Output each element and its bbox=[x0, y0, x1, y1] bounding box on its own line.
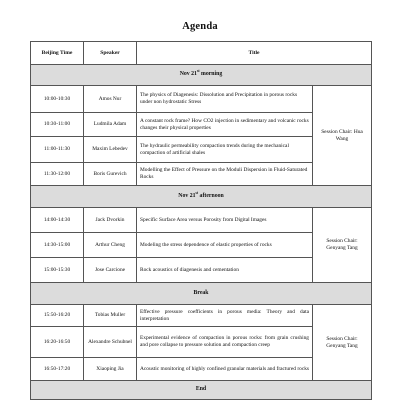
session-chair-morning: Session Chair: Hua Wang bbox=[313, 86, 372, 186]
talk-speaker: Jose Carcione bbox=[84, 258, 137, 283]
header-speaker: Speaker bbox=[84, 42, 137, 65]
header-row bbox=[31, 42, 372, 65]
talk-title: Acoustic monitoring of highly confined granular materials and fractured rocks bbox=[137, 358, 313, 381]
talk-speaker: Alexandre Schubnel bbox=[84, 327, 137, 358]
table-row bbox=[31, 305, 372, 327]
talk-title: Modeling the stress dependence of elastic properties of rocks bbox=[137, 233, 313, 258]
agenda-table bbox=[30, 41, 372, 400]
section-afternoon bbox=[31, 186, 372, 208]
talk-speaker: Arthur Cheng bbox=[84, 233, 137, 258]
talk-time: 16:50-17:20 bbox=[31, 358, 84, 381]
section-afternoon-day: Nov 21 bbox=[178, 192, 196, 199]
section-afternoon-label: afternoon bbox=[198, 192, 224, 199]
section-afternoon-suffix: st bbox=[195, 191, 199, 196]
talk-speaker: Tobias Muller bbox=[84, 305, 137, 327]
talk-time: 16:20-16:50 bbox=[31, 327, 84, 358]
talk-title: Effective pressure coefficients in porous media: Theory and data interpretation bbox=[137, 305, 313, 327]
talk-time: 14:30-15:00 bbox=[31, 233, 84, 258]
document-title: Agenda bbox=[182, 21, 218, 32]
header-time: Beijing Time bbox=[31, 42, 84, 65]
section-morning-day: Nov 21 bbox=[179, 71, 197, 78]
talk-speaker: Boris Gurevich bbox=[84, 163, 137, 186]
header-title: Title bbox=[137, 42, 372, 65]
section-break-row bbox=[31, 283, 372, 305]
talk-speaker: Jack Dvorkin bbox=[84, 208, 137, 233]
talk-title: A constant rock frame? How CO2 injection in sedimentary and volcanic rocks changes their physical properties bbox=[137, 113, 313, 137]
session-chair-late: Session Chair: Genyang Tang bbox=[313, 305, 372, 381]
section-morning-row bbox=[31, 65, 372, 86]
talk-time: 11:00-11:30 bbox=[31, 137, 84, 163]
talk-title: Rock acoustics of diagenesis and cementation bbox=[137, 258, 313, 283]
talk-time: 10:00-10:30 bbox=[31, 86, 84, 113]
talk-title: The physics of Diagenesis: Dissolution and Precipitation in porous rocks under non hydrostatic Stress bbox=[137, 86, 313, 113]
table-row bbox=[31, 208, 372, 233]
section-morning bbox=[31, 65, 372, 86]
talk-speaker: Ludmila Adam bbox=[84, 113, 137, 137]
section-end-row bbox=[31, 381, 372, 400]
talk-title: Specific Surface Area versus Porosity from Digital Images bbox=[137, 208, 313, 233]
section-morning-suffix: st bbox=[196, 69, 200, 74]
talk-title: Modelling the Effect of Pressure on the Moduli Dispersion in Fluid-Saturated Rocks bbox=[137, 163, 313, 186]
talk-time: 15:00-15:30 bbox=[31, 258, 84, 283]
talk-speaker: Amos Nur bbox=[84, 86, 137, 113]
talk-title: The hydraulic permeability compaction trends during the mechanical compaction of artificial shales bbox=[137, 137, 313, 163]
table-row bbox=[31, 86, 372, 113]
talk-speaker: Maxim Lebedev bbox=[84, 137, 137, 163]
section-afternoon-row bbox=[31, 186, 372, 208]
talk-time: 14:00-14:30 bbox=[31, 208, 84, 233]
section-end: End bbox=[31, 381, 372, 400]
talk-title: Experimental evidence of compaction in porous rocks: from grain crushing and pore collapse to pressure solution and compaction creep bbox=[137, 327, 313, 358]
session-chair-afternoon: Session Chair: Genyang Tang bbox=[313, 208, 372, 283]
talk-time: 15:50-16:20 bbox=[31, 305, 84, 327]
talk-speaker: Xiaoping Jia bbox=[84, 358, 137, 381]
talk-time: 11:30-12:00 bbox=[31, 163, 84, 186]
section-morning-label: morning bbox=[199, 71, 223, 78]
talk-time: 10:30-11:00 bbox=[31, 113, 84, 137]
section-break: Break bbox=[31, 283, 372, 305]
